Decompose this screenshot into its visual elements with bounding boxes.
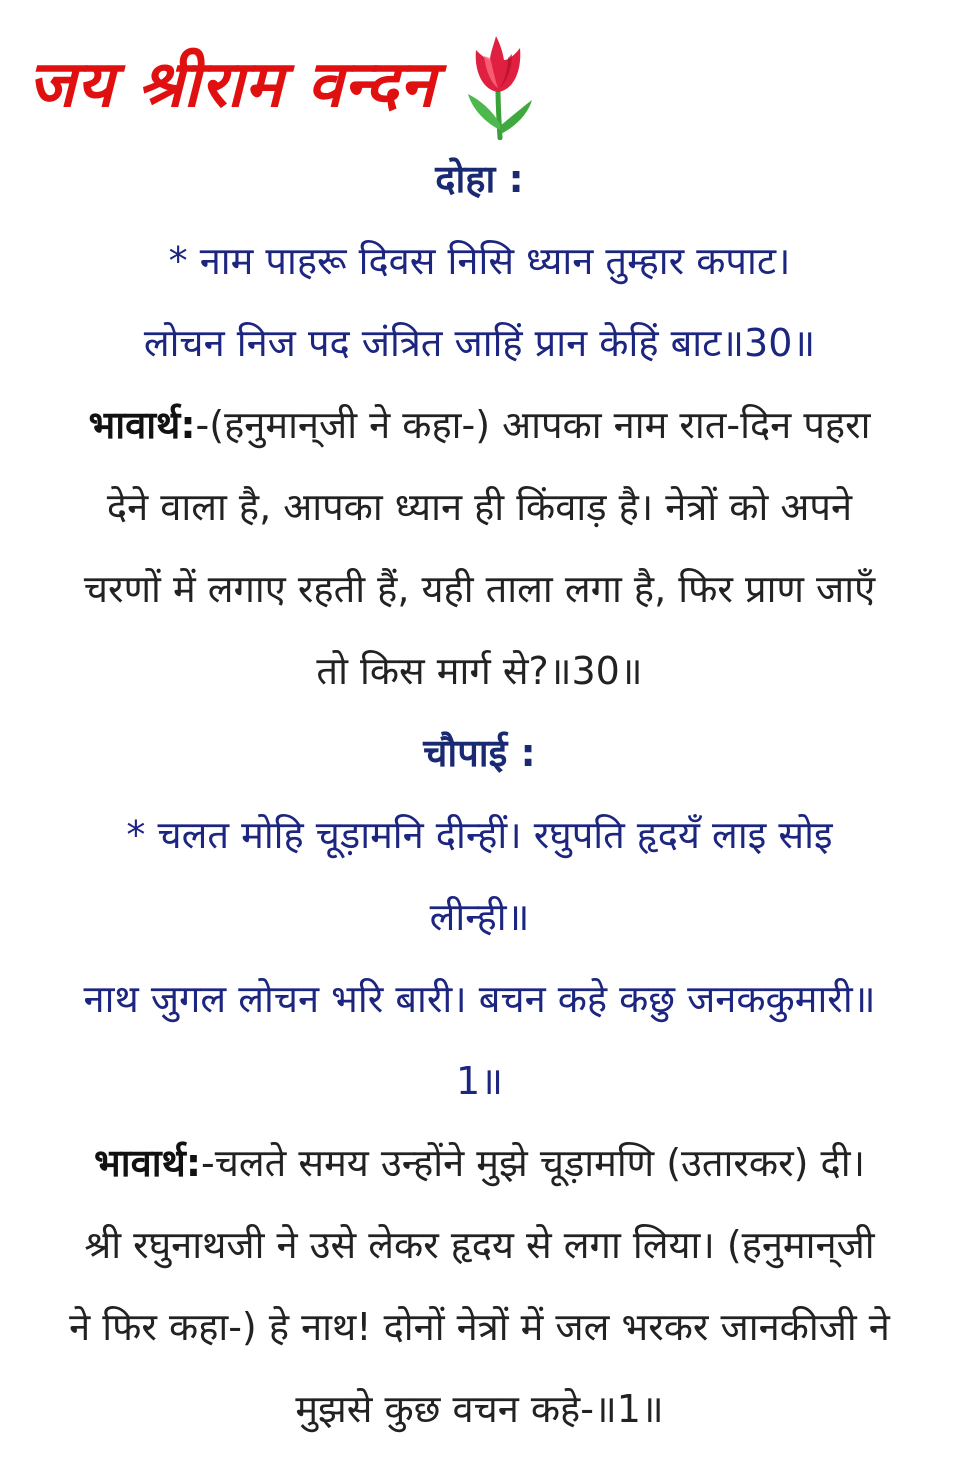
chaupai-line: लीन्ही॥ (429, 895, 530, 939)
doha-heading: दोहा : (435, 157, 524, 201)
meaning-label: भावार्थ: (94, 1141, 202, 1185)
chaupai-meaning-line: श्री रघुनाथजी ने उसे लेकर हृदय से लगा लिया। (हनुमान्‌जी (84, 1223, 875, 1267)
chaupai-line: नाथ जुगल लोचन भरि बारी। बचन कहे कछु जनककुमारी॥ (83, 977, 876, 1021)
page-title: जय श्रीराम वन्दन (28, 48, 436, 122)
meaning-text: -(हनुमान्‌जी ने कहा-) आपका नाम रात-दिन पहरा (195, 403, 871, 447)
tulip-emoji-icon (454, 30, 544, 140)
chaupai-line: 1॥ (456, 1059, 503, 1103)
doha-line: लोचन निज पद जंत्रित जाहिं प्रान केहिं बाट॥30॥ (143, 321, 816, 365)
header (28, 30, 544, 140)
chaupai-line: * चलत मोहि चूड़ामनि दीन्हीं। रघुपति हृदयँ लाइ सोइ (126, 813, 833, 857)
doha-line: * नाम पाहरू दिवस निसि ध्यान तुम्हार कपाट। (168, 239, 791, 283)
chaupai-meaning-line: ने फिर कहा-) हे नाथ! दोनों नेत्रों में जल भरकर जानकीजी ने (69, 1305, 890, 1349)
doha-meaning-line: तो किस मार्ग से?॥30॥ (316, 649, 643, 693)
doha-meaning-line: चरणों में लगाए रहती हैं, यही ताला लगा है, फिर प्राण जाएँ (83, 567, 876, 611)
doha-meaning-line: देने वाला है, आपका ध्यान ही किंवाड़ है। नेत्रों को अपने (106, 485, 853, 529)
doha-meaning-line (20, 384, 939, 466)
main-content (20, 138, 939, 1450)
meaning-text: -चलते समय उन्होंने मुझे चूड़ामणि (उतारकर) दी। (201, 1141, 865, 1185)
chaupai-meaning-line: मुझसे कुछ वचन कहे-॥1॥ (295, 1387, 664, 1431)
chaupai-heading: चौपाई : (423, 731, 536, 775)
chaupai-meaning-line (20, 1122, 939, 1204)
meaning-label: भावार्थ: (88, 403, 196, 447)
